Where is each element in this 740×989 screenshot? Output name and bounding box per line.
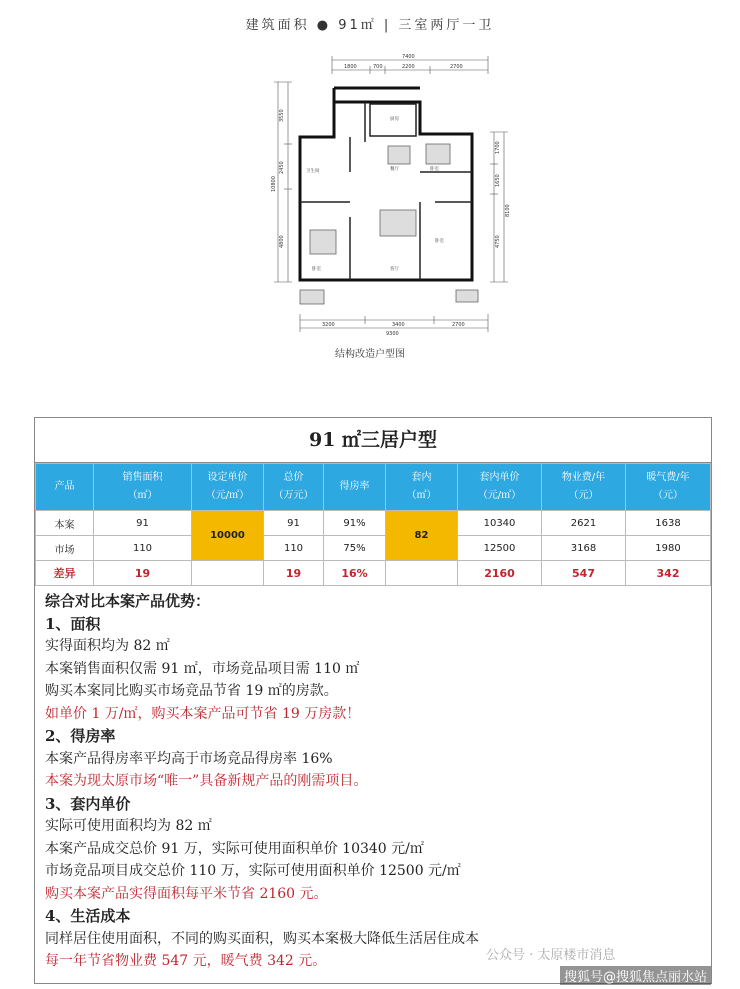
svg-text:4750: 4750	[495, 235, 501, 248]
svg-text:4800: 4800	[279, 235, 285, 248]
cell-product: 本案	[36, 511, 94, 536]
comparison-card	[34, 417, 712, 984]
analysis-line: 市场竞品项目成交总价 110 万，实际可使用面积单价 12500 元/㎡	[45, 863, 461, 879]
analysis-section	[35, 586, 711, 977]
svg-text:2450: 2450	[279, 161, 285, 174]
svg-text:7400: 7400	[402, 54, 415, 60]
cell-property: 2621	[542, 511, 626, 536]
svg-text:厨房: 厨房	[390, 117, 399, 122]
col-header: 物业费/年 （元）	[542, 464, 626, 511]
svg-text:10800: 10800	[271, 176, 277, 192]
table-row	[36, 536, 711, 561]
analysis-highlight: 购买本案产品实得面积每平米节省 2160 元。	[45, 885, 328, 902]
col-header: 套内 （㎡）	[386, 464, 458, 511]
cell-rate: 75%	[324, 536, 386, 561]
svg-text:1650: 1650	[495, 174, 501, 187]
svg-text:3550: 3550	[279, 109, 285, 122]
section-title: 1、面积	[45, 614, 101, 633]
cell-inner-price: 2160	[458, 561, 542, 586]
col-header: 暖气费/年 （元）	[626, 464, 711, 511]
cell-inner-area: 82	[386, 511, 458, 561]
col-header: 总价 （万元）	[264, 464, 324, 511]
cell-property: 3168	[542, 536, 626, 561]
comparison-table	[35, 463, 711, 586]
plan-caption: 结构改造户型图	[335, 349, 405, 360]
section-title: 2、得房率	[45, 727, 116, 745]
cell-product: 市场	[36, 536, 94, 561]
col-header: 套内单价 （元/㎡）	[458, 464, 542, 511]
cell-heating: 1638	[626, 511, 711, 536]
cell-inner-price: 12500	[458, 536, 542, 561]
wechat-watermark: 公众号 · 太原楼市消息	[486, 948, 616, 963]
col-header: 销售面积 （㎡）	[94, 464, 192, 511]
analysis-line: 同样居住使用面积，不同的购买面积，购买本案极大降低生活居住成本	[45, 930, 479, 947]
cell-property: 547	[542, 561, 626, 586]
table-title: 91 ㎡三居户型	[35, 418, 711, 463]
section-title: 4、生活成本	[45, 907, 131, 925]
svg-text:1800: 1800	[344, 64, 357, 70]
cell-total: 91	[264, 511, 324, 536]
analysis-highlight: 本案为现太原市场“唯一”具备新规产品的刚需项目。	[45, 773, 368, 789]
cell-heating: 1980	[626, 536, 711, 561]
col-header: 设定单价 （元/㎡）	[192, 464, 264, 511]
sohu-watermark: 搜狐号@搜狐焦点丽水站	[560, 966, 711, 985]
svg-text:3400: 3400	[392, 322, 405, 328]
col-header: 得房率	[324, 464, 386, 511]
cell-heating: 342	[626, 561, 711, 586]
cell-unit-price: 10000	[192, 511, 264, 561]
cell-total: 19	[264, 561, 324, 586]
svg-text:8100: 8100	[505, 204, 511, 217]
analysis-line: 购买本案同比购买市场竞品节省 19 ㎡的房款。	[45, 683, 338, 699]
table-row	[36, 511, 711, 536]
cell-inner-price: 10340	[458, 511, 542, 536]
svg-text:9300: 9300	[386, 331, 399, 337]
cell-rate: 16%	[324, 561, 386, 586]
cell-inner-area-empty	[386, 561, 458, 586]
svg-text:餐厅: 餐厅	[390, 167, 399, 172]
svg-text:2200: 2200	[402, 64, 415, 70]
analysis-line: 实际可使用面积均为 82 ㎡	[45, 818, 212, 834]
plan-title: 建筑面积 ● 91㎡ | 三室两厅一卫	[245, 18, 495, 33]
analysis-highlight: 如单价 1 万/㎡，购买本案产品可节省 19 万房款！	[45, 705, 361, 722]
floor-plan	[270, 42, 510, 337]
table-header-row	[36, 464, 711, 511]
analysis-line: 本案产品得房率平均高于市场竞品得房率 16%	[45, 750, 333, 767]
analysis-highlight: 每一年节省物业费 547 元，暖气费 342 元。	[45, 953, 327, 969]
svg-text:卧室: 卧室	[312, 267, 321, 272]
svg-text:卫生间: 卫生间	[306, 169, 320, 174]
analysis-line: 本案产品成交总价 91 万，实际可使用面积单价 10340 元/㎡	[45, 840, 424, 857]
svg-text:2700: 2700	[452, 322, 465, 328]
svg-text:客厅: 客厅	[390, 267, 399, 272]
cell-area: 19	[94, 561, 192, 586]
cell-area: 91	[94, 511, 192, 536]
cell-total: 110	[264, 536, 324, 561]
cell-product: 差异	[36, 561, 94, 586]
cell-area: 110	[94, 536, 192, 561]
svg-text:2700: 2700	[450, 64, 463, 70]
cell-unit-price-empty	[192, 561, 264, 586]
svg-text:3200: 3200	[322, 322, 335, 328]
svg-text:卧室: 卧室	[430, 167, 439, 172]
cell-rate: 91%	[324, 511, 386, 536]
svg-text:卧室: 卧室	[435, 239, 444, 244]
section-title: 3、套内单价	[45, 794, 131, 813]
col-header: 产品	[36, 464, 94, 511]
svg-text:1700: 1700	[495, 141, 501, 154]
analysis-heading: 综合对比本案产品优势：	[45, 592, 211, 610]
svg-text:700: 700	[373, 64, 383, 70]
analysis-line: 本案销售面积仅需 91 ㎡，市场竞品项目需 110 ㎡	[45, 660, 360, 677]
table-row-diff	[36, 561, 711, 586]
analysis-line: 实得面积均为 82 ㎡	[45, 638, 170, 654]
